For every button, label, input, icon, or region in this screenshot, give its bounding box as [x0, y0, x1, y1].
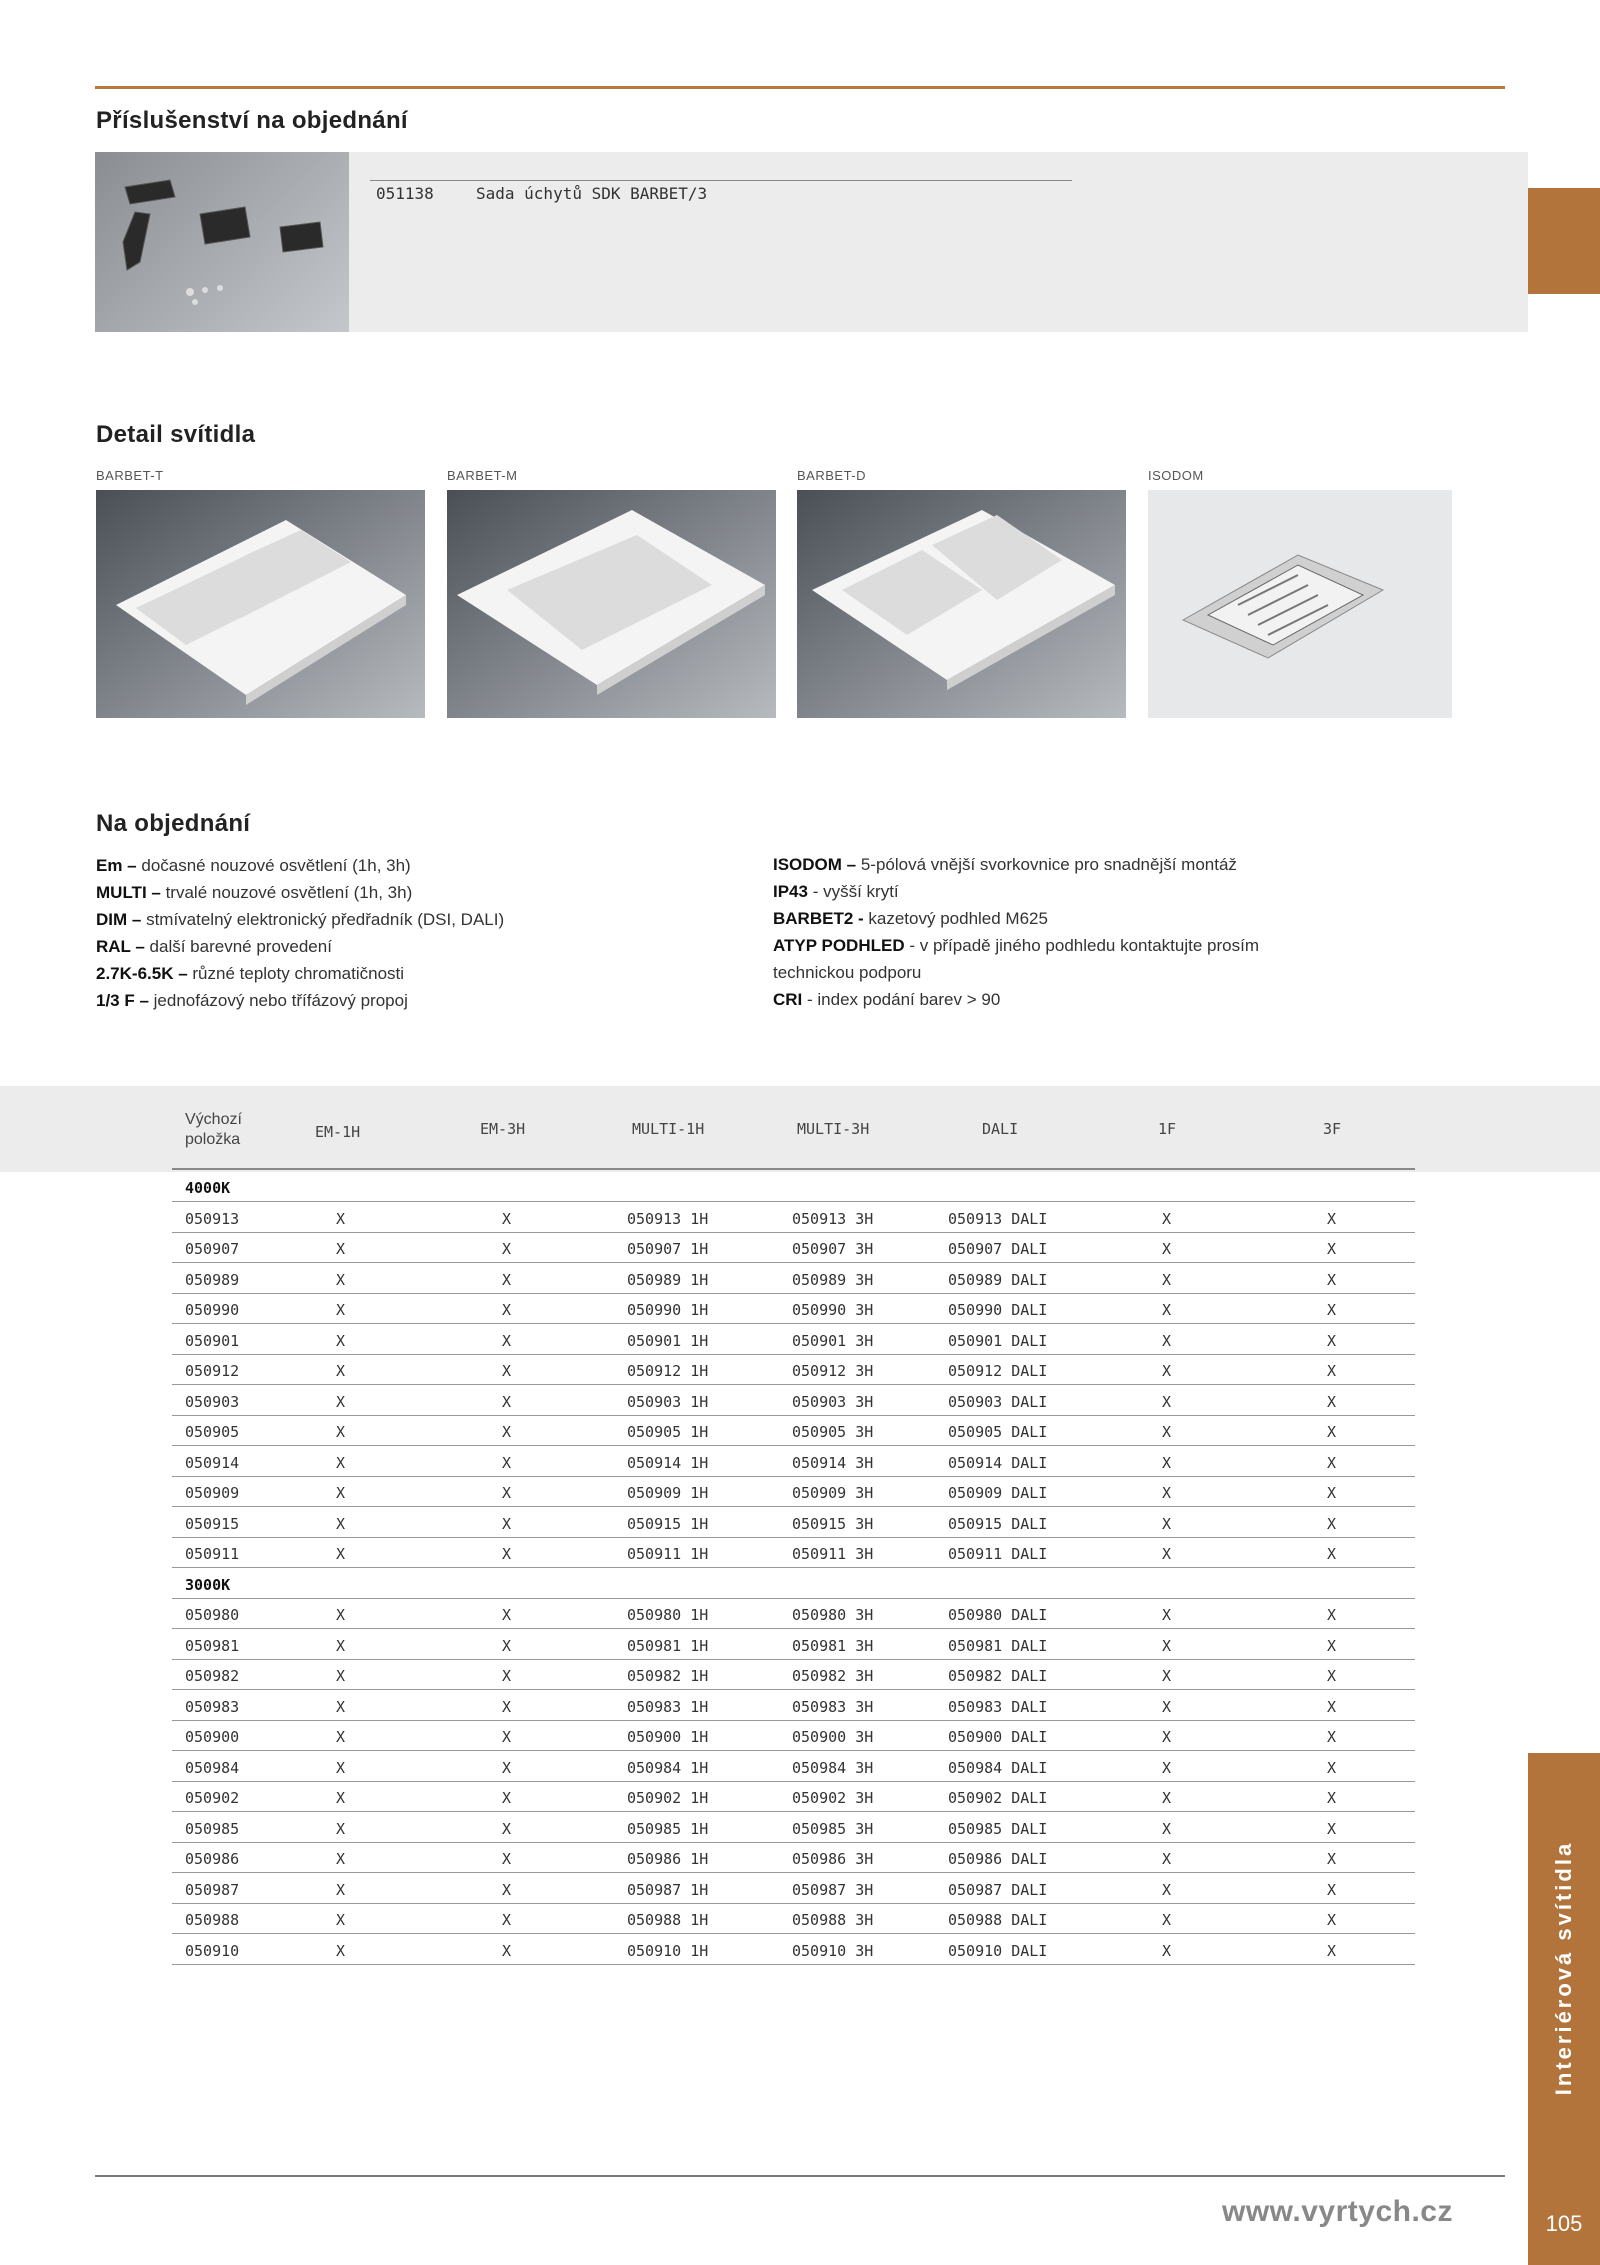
accessories-title: Příslušenství na objednání: [96, 107, 408, 134]
order-item-key: MULTI –: [96, 883, 161, 902]
cell-multi1h: 050990 1H: [627, 1301, 709, 1319]
cell-1f: X: [1162, 1362, 1172, 1380]
order-item: [773, 986, 1000, 1013]
cell-1f: X: [1162, 1423, 1172, 1441]
group-label: 3000K: [185, 1575, 231, 1594]
cell-multi1h: 050911 1H: [627, 1545, 709, 1563]
barbet-m-image: [447, 490, 776, 718]
cell-multi3h: 050911 3H: [792, 1545, 874, 1563]
table-row: [172, 1264, 1415, 1294]
order-item-key: CRI: [773, 990, 803, 1009]
cell-multi3h: 050984 3H: [792, 1758, 874, 1777]
cell-multi1h: 050903 1H: [627, 1392, 709, 1411]
cell-3f: X: [1327, 1606, 1337, 1624]
cell-em1h: X: [336, 1545, 346, 1563]
cell-em1h: X: [336, 1850, 346, 1868]
cell-3f: X: [1327, 1728, 1337, 1746]
cell-dali: 050903 DALI: [948, 1392, 1048, 1411]
cell-em1h: X: [336, 1209, 346, 1228]
cell-code: 050983: [185, 1697, 240, 1716]
cell-multi1h: 050914 1H: [627, 1453, 709, 1472]
cell-em1h: X: [336, 1789, 346, 1807]
cell-code: 050984: [185, 1758, 240, 1777]
cell-em1h: X: [336, 1240, 346, 1258]
cell-1f: X: [1162, 1697, 1172, 1716]
cell-multi1h: 050980 1H: [627, 1606, 709, 1624]
cell-1f: X: [1162, 1850, 1172, 1868]
cell-multi3h: 050901 3H: [792, 1331, 874, 1350]
order-item: [96, 987, 408, 1014]
cell-dali: 050901 DALI: [948, 1331, 1048, 1350]
cell-1f: X: [1162, 1789, 1172, 1807]
cell-code: 050910: [185, 1941, 240, 1960]
cell-multi1h: 050987 1H: [627, 1880, 709, 1899]
order-item: [773, 905, 1048, 932]
cell-1f: X: [1162, 1728, 1172, 1746]
cell-3f: X: [1327, 1667, 1337, 1685]
cell-1f: X: [1162, 1301, 1172, 1319]
cell-em1h: X: [336, 1392, 346, 1411]
cell-code: 050989: [185, 1270, 240, 1289]
order-item-text: různé teploty chromatičnosti: [187, 964, 405, 983]
cell-1f: X: [1162, 1240, 1172, 1258]
table-row: [172, 1233, 1415, 1263]
table-row: [172, 1752, 1415, 1782]
order-item: [773, 959, 921, 986]
cell-em3h: X: [502, 1606, 512, 1624]
order-item-text: dočasné nouzové osvětlení (1h, 3h): [136, 856, 411, 875]
detail-label-barbet-m: BARBET-M: [447, 468, 518, 483]
order-item: [773, 878, 899, 905]
cell-em3h: X: [502, 1545, 512, 1563]
cell-multi3h: 050981 3H: [792, 1636, 874, 1655]
table-row: [172, 1630, 1415, 1660]
cell-3f: X: [1327, 1270, 1337, 1289]
col-header-multi1h: MULTI-1H: [632, 1120, 705, 1138]
cell-code: 050901: [185, 1331, 240, 1350]
cell-code: 050912: [185, 1362, 240, 1380]
cell-code: 050980: [185, 1606, 240, 1624]
order-item-text: - index podání barev > 90: [802, 990, 1001, 1009]
bottom-rule: [95, 2175, 1505, 2177]
cell-3f: X: [1327, 1941, 1337, 1960]
order-item-text: technickou podporu: [773, 963, 922, 982]
table-row: [172, 1325, 1415, 1355]
cell-dali: 050986 DALI: [948, 1850, 1048, 1868]
detail-title: Detail svítidla: [96, 421, 256, 448]
cell-multi1h: 050902 1H: [627, 1789, 709, 1807]
cell-1f: X: [1162, 1880, 1172, 1899]
side-tab-top: [1528, 188, 1600, 294]
cell-code: 050985: [185, 1819, 240, 1838]
cell-code: 050981: [185, 1636, 240, 1655]
cell-dali: 050989 DALI: [948, 1270, 1048, 1289]
cell-multi3h: 050900 3H: [792, 1728, 874, 1746]
group-label: 4000K: [185, 1179, 231, 1197]
cell-3f: X: [1327, 1331, 1337, 1350]
cell-multi1h: 050983 1H: [627, 1697, 709, 1716]
detail-label-barbet-t: BARBET-T: [96, 468, 164, 483]
cell-em1h: X: [336, 1880, 346, 1899]
cell-multi1h: 050982 1H: [627, 1667, 709, 1685]
cell-3f: X: [1327, 1209, 1337, 1228]
cell-em1h: X: [336, 1301, 346, 1319]
table-row: [172, 1843, 1415, 1873]
cell-em1h: X: [336, 1819, 346, 1838]
cell-3f: X: [1327, 1789, 1337, 1807]
cell-1f: X: [1162, 1941, 1172, 1960]
cell-multi3h: 050988 3H: [792, 1911, 874, 1929]
cell-1f: X: [1162, 1484, 1172, 1502]
cell-code: 050990: [185, 1301, 240, 1319]
cell-dali: 050911 DALI: [948, 1545, 1048, 1563]
website-url[interactable]: www.vyrtych.cz: [1222, 2195, 1453, 2228]
cell-3f: X: [1327, 1697, 1337, 1716]
cell-dali: 050902 DALI: [948, 1789, 1048, 1807]
order-item-text: - v případě jiného podhledu kontaktujte prosím: [904, 936, 1259, 955]
cell-1f: X: [1162, 1606, 1172, 1624]
cell-3f: X: [1327, 1911, 1337, 1929]
cell-1f: X: [1162, 1545, 1172, 1563]
cell-1f: X: [1162, 1636, 1172, 1655]
cell-code: 050900: [185, 1728, 240, 1746]
table-row: [172, 1386, 1415, 1416]
cell-em3h: X: [502, 1667, 512, 1685]
cell-em3h: X: [502, 1423, 512, 1441]
order-item-key: BARBET2 -: [773, 909, 864, 928]
cell-multi3h: 050903 3H: [792, 1392, 874, 1411]
table-row: [172, 1508, 1415, 1538]
cell-em1h: X: [336, 1453, 346, 1472]
cell-multi1h: 050986 1H: [627, 1850, 709, 1868]
cell-multi1h: 050984 1H: [627, 1758, 709, 1777]
order-item-key: IP43: [773, 882, 808, 901]
table-group-row: [172, 1172, 1415, 1202]
cell-dali: 050907 DALI: [948, 1240, 1048, 1258]
side-tab-label: Interiérová svítidla: [1551, 1840, 1577, 2096]
cell-em3h: X: [502, 1331, 512, 1350]
cell-code: 050913: [185, 1209, 240, 1228]
isodom-image: [1148, 490, 1452, 718]
table-row: [172, 1294, 1415, 1324]
order-item-key: RAL –: [96, 937, 145, 956]
cell-3f: X: [1327, 1545, 1337, 1563]
table-row: [172, 1203, 1415, 1233]
cell-em3h: X: [502, 1453, 512, 1472]
cell-dali: 050983 DALI: [948, 1697, 1048, 1716]
cell-3f: X: [1327, 1423, 1337, 1441]
top-rule: [95, 86, 1505, 89]
order-item: [96, 933, 332, 960]
order-item-key: Em –: [96, 856, 137, 875]
table-row: [172, 1538, 1415, 1568]
table-row: [172, 1660, 1415, 1690]
order-item-text: 5-pólová vnější svorkovnice pro snadnější montáž: [856, 855, 1237, 874]
cell-em1h: X: [336, 1636, 346, 1655]
cell-dali: 050987 DALI: [948, 1880, 1048, 1899]
cell-dali: 050984 DALI: [948, 1758, 1048, 1777]
cell-code: 050902: [185, 1789, 240, 1807]
cell-multi3h: 050910 3H: [792, 1941, 874, 1960]
cell-em1h: X: [336, 1362, 346, 1380]
cell-code: 050914: [185, 1453, 240, 1472]
order-item: [96, 906, 504, 933]
cell-multi3h: 050905 3H: [792, 1423, 874, 1441]
cell-multi1h: 050915 1H: [627, 1514, 709, 1533]
cell-multi3h: 050913 3H: [792, 1209, 874, 1228]
cell-dali: 050982 DALI: [948, 1667, 1048, 1685]
cell-3f: X: [1327, 1392, 1337, 1411]
cell-multi1h: 050912 1H: [627, 1362, 709, 1380]
cell-em3h: X: [502, 1392, 512, 1411]
order-item: [96, 960, 404, 987]
cell-em1h: X: [336, 1606, 346, 1624]
cell-multi1h: 050907 1H: [627, 1240, 709, 1258]
cell-dali: 050985 DALI: [948, 1819, 1048, 1838]
table-group-row: [172, 1569, 1415, 1599]
col-header-3f: 3F: [1323, 1120, 1342, 1138]
detail-label-isodom: ISODOM: [1148, 468, 1204, 483]
cell-dali: 050905 DALI: [948, 1423, 1048, 1441]
cell-code: 050988: [185, 1911, 240, 1929]
cell-3f: X: [1327, 1453, 1337, 1472]
cell-1f: X: [1162, 1392, 1172, 1411]
order-title: Na objednání: [96, 810, 251, 837]
cell-em3h: X: [502, 1728, 512, 1746]
accessories-rule: [370, 180, 1072, 181]
cell-em1h: X: [336, 1270, 346, 1289]
cell-em1h: X: [336, 1697, 346, 1716]
cell-multi3h: 050986 3H: [792, 1850, 874, 1868]
barbet-t-image: [96, 490, 425, 718]
cell-1f: X: [1162, 1453, 1172, 1472]
order-item-text: kazetový podhled M625: [863, 909, 1048, 928]
table-row: [172, 1477, 1415, 1507]
cell-dali: 050980 DALI: [948, 1606, 1048, 1624]
table-row: [172, 1813, 1415, 1843]
cell-multi3h: 050914 3H: [792, 1453, 874, 1472]
cell-dali: 050914 DALI: [948, 1453, 1048, 1472]
cell-em3h: X: [502, 1758, 512, 1777]
cell-multi3h: 050912 3H: [792, 1362, 874, 1380]
table-row: [172, 1782, 1415, 1812]
cell-1f: X: [1162, 1758, 1172, 1777]
table-row: [172, 1416, 1415, 1446]
col-header-default: Výchozí položka: [185, 1111, 242, 1148]
cell-3f: X: [1327, 1758, 1337, 1777]
order-item-text: další barevné provedení: [144, 937, 332, 956]
cell-multi1h: 050988 1H: [627, 1911, 709, 1929]
cell-3f: X: [1327, 1484, 1337, 1502]
cell-em1h: X: [336, 1911, 346, 1929]
cell-3f: X: [1327, 1362, 1337, 1380]
cell-dali: 050981 DALI: [948, 1636, 1048, 1655]
order-item-key: 1/3 F –: [96, 991, 149, 1010]
cell-code: 050903: [185, 1392, 240, 1411]
table-row: [172, 1599, 1415, 1629]
page-number: 105: [1528, 2183, 1600, 2265]
col-header-em3h: EM-3H: [480, 1120, 526, 1138]
col-header-em1h: EM-1H: [315, 1123, 361, 1141]
cell-3f: X: [1327, 1636, 1337, 1655]
table-header-rule: [172, 1168, 1415, 1170]
cell-dali: 050909 DALI: [948, 1484, 1048, 1502]
cell-dali: 050988 DALI: [948, 1911, 1048, 1929]
cell-code: 050905: [185, 1423, 240, 1441]
cell-code: 050982: [185, 1667, 240, 1685]
cell-em3h: X: [502, 1209, 512, 1228]
col-header-1f: 1F: [1158, 1120, 1177, 1138]
cell-1f: X: [1162, 1331, 1172, 1350]
col-header-dali: DALI: [982, 1120, 1019, 1138]
cell-em3h: X: [502, 1789, 512, 1807]
cell-1f: X: [1162, 1514, 1172, 1533]
cell-multi1h: 050900 1H: [627, 1728, 709, 1746]
table-row: [172, 1691, 1415, 1721]
cell-multi3h: 050915 3H: [792, 1514, 874, 1533]
barbet-d-image: [797, 490, 1126, 718]
cell-multi1h: 050985 1H: [627, 1819, 709, 1838]
cell-multi3h: 050987 3H: [792, 1880, 874, 1899]
order-item: [96, 879, 412, 906]
table-row: [172, 1721, 1415, 1751]
cell-em3h: X: [502, 1941, 512, 1960]
cell-1f: X: [1162, 1667, 1172, 1685]
cell-em1h: X: [336, 1514, 346, 1533]
order-item-text: jednofázový nebo třífázový propoj: [148, 991, 408, 1010]
cell-multi3h: 050907 3H: [792, 1240, 874, 1258]
cell-em1h: X: [336, 1728, 346, 1746]
cell-multi1h: 050981 1H: [627, 1636, 709, 1655]
cell-em3h: X: [502, 1301, 512, 1319]
cell-multi3h: 050909 3H: [792, 1484, 874, 1502]
cell-em3h: X: [502, 1911, 512, 1929]
cell-multi3h: 050989 3H: [792, 1270, 874, 1289]
cell-multi1h: 050905 1H: [627, 1423, 709, 1441]
cell-em1h: X: [336, 1423, 346, 1441]
cell-code: 050909: [185, 1484, 240, 1502]
cell-dali: 050915 DALI: [948, 1514, 1048, 1533]
cell-1f: X: [1162, 1911, 1172, 1929]
cell-em3h: X: [502, 1819, 512, 1838]
cell-1f: X: [1162, 1819, 1172, 1838]
cell-1f: X: [1162, 1209, 1172, 1228]
cell-em3h: X: [502, 1636, 512, 1655]
table-row: [172, 1355, 1415, 1385]
cell-em1h: X: [336, 1941, 346, 1960]
accessories-image: [95, 152, 349, 332]
cell-multi3h: 050983 3H: [792, 1697, 874, 1716]
cell-em3h: X: [502, 1880, 512, 1899]
cell-3f: X: [1327, 1301, 1337, 1319]
cell-multi1h: 050989 1H: [627, 1270, 709, 1289]
cell-multi3h: 050980 3H: [792, 1606, 874, 1624]
cell-em3h: X: [502, 1240, 512, 1258]
order-item-key: 2.7K-6.5K –: [96, 964, 188, 983]
cell-em1h: X: [336, 1758, 346, 1777]
cell-3f: X: [1327, 1240, 1337, 1258]
cell-multi1h: 050901 1H: [627, 1331, 709, 1350]
detail-label-barbet-d: BARBET-D: [797, 468, 867, 483]
cell-multi3h: 050985 3H: [792, 1819, 874, 1838]
order-item-text: - vyšší krytí: [807, 882, 899, 901]
cell-multi3h: 050982 3H: [792, 1667, 874, 1685]
cell-em1h: X: [336, 1667, 346, 1685]
cell-multi3h: 050990 3H: [792, 1301, 874, 1319]
cell-em1h: X: [336, 1331, 346, 1350]
order-item: [773, 932, 1259, 959]
order-item: [773, 851, 1237, 878]
table-row: [172, 1447, 1415, 1477]
cell-1f: X: [1162, 1270, 1172, 1289]
order-item-key: ATYP PODHLED: [773, 936, 905, 955]
cell-multi1h: 050909 1H: [627, 1484, 709, 1502]
cell-em3h: X: [502, 1850, 512, 1868]
cell-3f: X: [1327, 1514, 1337, 1533]
cell-em1h: X: [336, 1484, 346, 1502]
cell-em3h: X: [502, 1362, 512, 1380]
cell-multi1h: 050913 1H: [627, 1209, 709, 1228]
order-item-key: ISODOM –: [773, 855, 857, 874]
order-item-text: stmívatelný elektronický předřadník (DSI, DALI): [141, 910, 505, 929]
cell-em3h: X: [502, 1514, 512, 1533]
table-row: [172, 1904, 1415, 1934]
cell-3f: X: [1327, 1880, 1337, 1899]
accessory-name: Sada úchytů SDK BARBET/3: [476, 184, 708, 203]
cell-dali: 050900 DALI: [948, 1728, 1048, 1746]
cell-3f: X: [1327, 1819, 1337, 1838]
cell-code: 050915: [185, 1514, 240, 1533]
cell-dali: 050990 DALI: [948, 1301, 1048, 1319]
accessory-code: 051138: [376, 184, 434, 203]
table-row: [172, 1874, 1415, 1904]
col-header-multi3h: MULTI-3H: [797, 1120, 870, 1138]
cell-3f: X: [1327, 1850, 1337, 1868]
cell-em3h: X: [502, 1270, 512, 1289]
cell-dali: 050912 DALI: [948, 1362, 1048, 1380]
cell-dali: 050913 DALI: [948, 1209, 1048, 1228]
cell-em3h: X: [502, 1484, 512, 1502]
cell-multi3h: 050902 3H: [792, 1789, 874, 1807]
order-item-key: DIM –: [96, 910, 142, 929]
cell-code: 050987: [185, 1880, 240, 1899]
cell-em3h: X: [502, 1697, 512, 1716]
order-item-text: trvalé nouzové osvětlení (1h, 3h): [160, 883, 413, 902]
cell-code: 050907: [185, 1240, 240, 1258]
cell-multi1h: 050910 1H: [627, 1941, 709, 1960]
cell-dali: 050910 DALI: [948, 1941, 1048, 1960]
cell-code: 050986: [185, 1850, 240, 1868]
order-item: [96, 852, 411, 879]
table-row: [172, 1935, 1415, 1965]
cell-code: 050911: [185, 1545, 240, 1563]
